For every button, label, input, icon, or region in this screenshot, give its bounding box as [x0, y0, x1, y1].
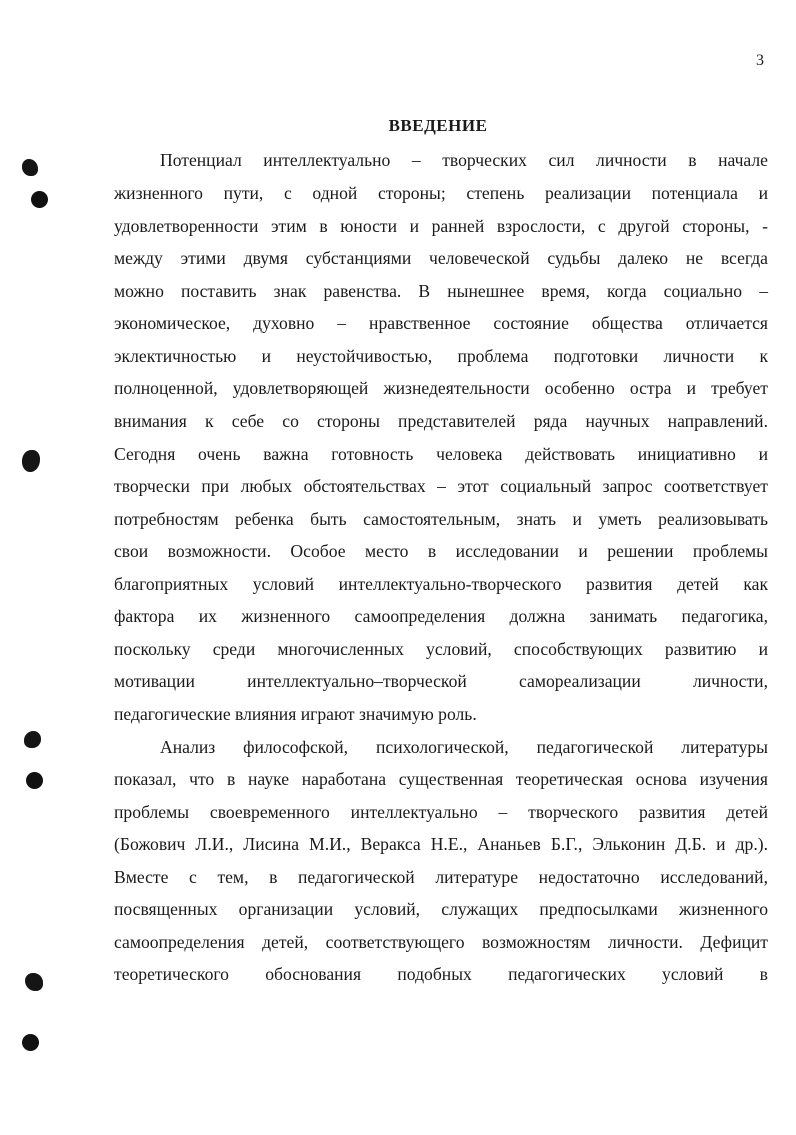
- text-line: показал, что в науке наработана существенная теоретическая основа изучения: [114, 769, 768, 789]
- text-line: Анализ философской, психологической, педагогической литературы: [160, 737, 768, 757]
- text-line: посвященных организации условий, служащих предпосылками жизненного: [114, 899, 768, 919]
- text-line: Вместе с тем, в педагогической литературе недостаточно исследований,: [114, 867, 768, 887]
- text-line: самоопределения детей, соответствующего возможностям личности. Дефицит: [114, 932, 768, 952]
- text-line: теоретического обоснования подобных педагогических условий в: [114, 964, 768, 984]
- text-line: можно поставить знак равенства. В нынешнее время, когда социально –: [114, 281, 768, 301]
- text-line: фактора их жизненного самоопределения должна занимать педагогика,: [114, 606, 768, 626]
- text-line: удовлетворенности этим в юности и ранней взрослости, с другой стороны, -: [114, 216, 768, 236]
- text-line: поскольку среди многочисленных условий, способствующих развитию и: [114, 639, 768, 659]
- text-line: мотивации интеллектуально–творческой самореализации личности,: [114, 671, 768, 691]
- ink-blot: [22, 450, 40, 472]
- ink-blot: [25, 973, 43, 991]
- punch-hole: [26, 772, 43, 789]
- text-line: между этими двумя субстанциями человеческой судьбы далеко не всегда: [114, 248, 768, 268]
- punch-hole: [31, 191, 48, 208]
- text-line: проблемы своевременного интеллектуально – творческого развития детей: [114, 802, 768, 822]
- text-line: Потенциал интеллектуально – творческих сил личности в начале: [160, 150, 768, 170]
- punch-hole: [22, 1034, 39, 1051]
- text-line: внимания к себе со стороны представителей ряда научных направлений.: [114, 411, 768, 431]
- text-line: благоприятных условий интеллектуально-творческого развития детей как: [114, 574, 768, 594]
- ink-blot: [22, 159, 38, 176]
- text-line: жизненного пути, с одной стороны; степень реализации потенциала и: [114, 183, 768, 203]
- text-line: свои возможности. Особое место в исследовании и решении проблемы: [114, 541, 768, 561]
- text-line: педагогические влияния играют значимую роль.: [114, 704, 477, 724]
- text-line: творчески при любых обстоятельствах – этот социальный запрос соответствует: [114, 476, 768, 496]
- ink-blot: [24, 731, 41, 748]
- page-title: ВВЕДЕНИЕ: [388, 116, 488, 135]
- text-line: экономическое, духовно – нравственное состояние общества отличается: [114, 313, 768, 333]
- text-line: (Божович Л.И., Лисина М.И., Веракса Н.Е., Ананьев Б.Г., Эльконин Д.Б. и др.).: [114, 834, 768, 854]
- text-line: эклектичностью и неустойчивостью, проблема подготовки личности к: [114, 346, 768, 366]
- page-number: 3: [756, 52, 764, 69]
- text-line: потребностям ребенка быть самостоятельным, знать и уметь реализовывать: [114, 509, 768, 529]
- text-line: полноценной, удовлетворяющей жизнедеятельности особенно остра и требует: [114, 378, 768, 398]
- text-line: Сегодня очень важна готовность человека действовать инициативно и: [114, 444, 768, 464]
